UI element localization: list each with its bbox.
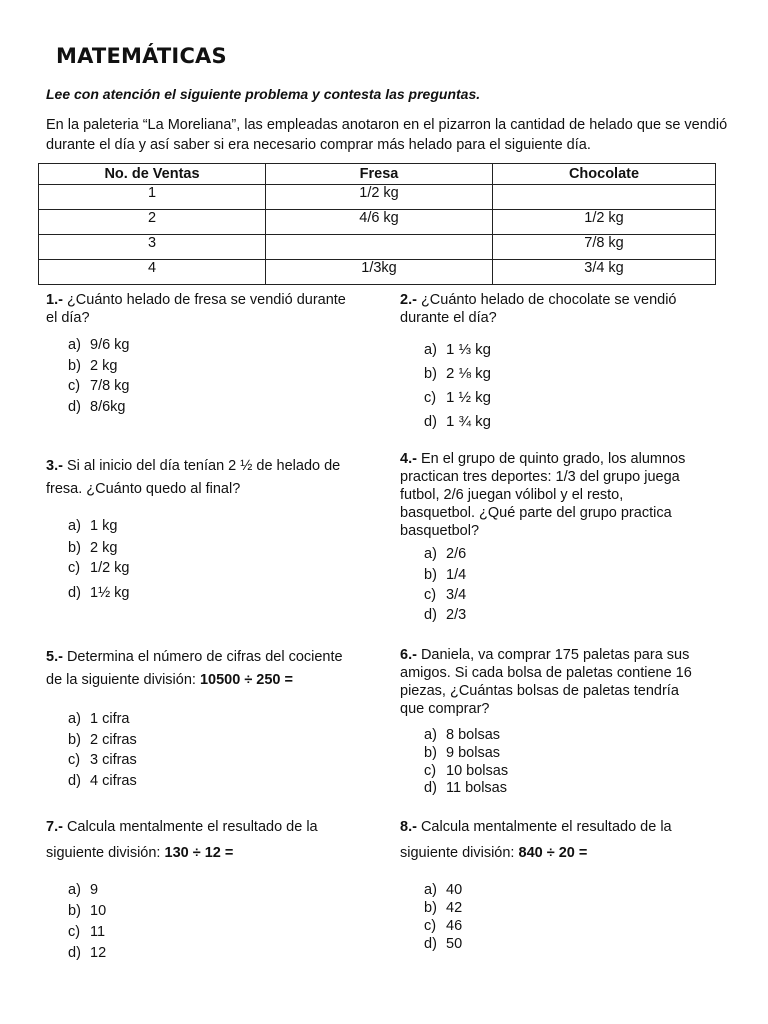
question-number: 2.- — [400, 292, 417, 308]
option-letter: c) — [68, 560, 81, 576]
question-text: basquetbol? — [400, 523, 480, 539]
question-text: Calcula mentalmente el resultado de la — [420, 819, 672, 835]
sales-table — [38, 163, 716, 285]
option-letter: a) — [68, 518, 81, 534]
option-1a[interactable] — [68, 337, 130, 353]
option-text: 50 — [446, 936, 463, 952]
option-7d[interactable] — [68, 945, 106, 961]
option-letter: b) — [68, 540, 81, 556]
option-letter: a) — [424, 342, 437, 358]
option-letter: b) — [424, 366, 437, 382]
option-letter: b) — [68, 903, 81, 919]
table-row — [39, 210, 716, 235]
option-8a[interactable] — [424, 882, 462, 898]
question-text: siguiente división: — [46, 845, 161, 861]
option-6c[interactable] — [424, 763, 508, 779]
option-8c[interactable] — [424, 918, 462, 934]
question-text: Si al inicio del día tenían 2 ½ de helado de — [66, 458, 341, 474]
option-letter: d) — [424, 414, 437, 430]
option-letter: b) — [68, 358, 81, 374]
table-cell: 3 — [39, 235, 266, 260]
option-text: 1 kg — [90, 518, 118, 534]
page-title: MATEMÁTICAS — [56, 44, 227, 68]
option-text: 1 cifra — [90, 711, 130, 727]
option-text: 1 ¾ kg — [446, 413, 492, 430]
option-text: 10 bolsas — [446, 763, 509, 779]
option-text: 46 — [446, 918, 463, 934]
option-text: 1½ kg — [90, 585, 130, 601]
option-letter: a) — [424, 727, 437, 743]
option-text: 2/3 — [446, 607, 467, 623]
option-letter: c) — [68, 378, 81, 394]
question-5 — [46, 646, 376, 692]
option-8b[interactable] — [424, 900, 462, 916]
option-letter: c) — [424, 918, 437, 934]
header-cell: No. de Ventas — [39, 164, 266, 185]
option-text: 11 bolsas — [446, 780, 507, 796]
option-letter: a) — [68, 711, 81, 727]
question-number: 3.- — [46, 458, 63, 474]
option-letter: b) — [68, 732, 81, 748]
option-5d[interactable] — [68, 773, 137, 789]
option-text: 2 ⅛ kg — [446, 365, 492, 382]
option-5a[interactable] — [68, 711, 130, 727]
question-number: 5.- — [46, 649, 63, 665]
option-text: 8/6kg — [90, 399, 126, 415]
table-cell: 1 — [39, 185, 266, 210]
option-3b[interactable] — [68, 540, 117, 556]
question-1 — [46, 291, 376, 327]
option-text: 2 kg — [90, 540, 118, 556]
option-8d[interactable] — [424, 936, 462, 952]
question-text: durante el día? — [400, 310, 497, 326]
option-letter: d) — [424, 936, 437, 952]
option-letter: d) — [68, 773, 81, 789]
option-letter: d) — [68, 945, 81, 961]
option-text: 1 ⅓ kg — [446, 341, 492, 358]
option-letter: a) — [424, 546, 437, 562]
question-number: 6.- — [400, 647, 417, 663]
question-8 — [400, 814, 730, 866]
table-row — [39, 235, 716, 260]
option-text: 9/6 kg — [90, 337, 130, 353]
option-7c[interactable] — [68, 924, 105, 940]
option-7a[interactable] — [68, 882, 98, 898]
option-2b[interactable] — [424, 365, 491, 382]
option-1c[interactable] — [68, 378, 130, 394]
option-letter: b) — [424, 900, 437, 916]
division-expression: 10500 ÷ 250 = — [199, 672, 293, 688]
option-2a[interactable] — [424, 341, 491, 358]
option-letter: d) — [68, 399, 81, 415]
header-cell: Fresa — [266, 164, 493, 185]
question-text: amigos. Si cada bolsa de paletas contiene 16 — [400, 665, 692, 681]
question-text: ¿Cuánto helado de chocolate se vendió — [420, 292, 677, 308]
table-cell: 1/3kg — [266, 260, 493, 285]
option-letter: a) — [68, 337, 81, 353]
table-row — [39, 260, 716, 285]
question-text: ¿Cuánto helado de fresa se vendió durante — [66, 292, 346, 308]
option-letter: b) — [424, 745, 437, 761]
question-number: 8.- — [400, 819, 417, 835]
option-text: 1/2 kg — [90, 560, 130, 576]
division-expression: 840 ÷ 20 = — [518, 845, 588, 861]
option-4a[interactable] — [424, 546, 466, 562]
option-7b[interactable] — [68, 903, 106, 919]
table-cell: 1/2 kg — [266, 185, 493, 210]
question-text: Determina el número de cifras del cociente — [66, 649, 343, 665]
option-2c[interactable] — [424, 389, 491, 406]
question-text: fresa. ¿Cuánto quedo al final? — [46, 481, 241, 497]
table-cell: 4/6 kg — [266, 210, 493, 235]
option-text: 40 — [446, 882, 463, 898]
header-cell: Chocolate — [493, 164, 716, 185]
option-letter: c) — [68, 924, 81, 940]
table-cell — [493, 185, 716, 210]
option-4d[interactable] — [424, 607, 466, 623]
option-1b[interactable] — [68, 358, 117, 374]
option-text: 2/6 — [446, 546, 467, 562]
option-text: 11 — [90, 924, 106, 940]
question-text: siguiente división: — [400, 845, 515, 861]
option-letter: d) — [424, 607, 437, 623]
question-text: que comprar? — [400, 701, 490, 717]
table-cell: 4 — [39, 260, 266, 285]
option-letter: b) — [424, 567, 437, 583]
option-text: 8 bolsas — [446, 727, 501, 743]
table-cell: 1/2 kg — [493, 210, 716, 235]
option-text: 3/4 — [446, 587, 467, 603]
option-4b[interactable] — [424, 567, 466, 583]
intro-paragraph: En la paleteria “La Moreliana”, las empleadas anotaron en el pizarron la cantidad de helado que se vendió durante el día y así saber si era necesario comprar más helado para el siguiente día. — [46, 117, 728, 153]
option-2d[interactable] — [424, 413, 491, 430]
option-text: 2 kg — [90, 358, 118, 374]
table-cell: 7/8 kg — [493, 235, 716, 260]
table-row — [39, 185, 716, 210]
option-text: 42 — [446, 900, 463, 916]
option-letter: c) — [424, 587, 437, 603]
option-4c[interactable] — [424, 587, 466, 603]
question-text: En el grupo de quinto grado, los alumnos — [420, 451, 686, 467]
option-letter: a) — [68, 882, 81, 898]
question-2 — [400, 291, 730, 327]
option-letter: d) — [424, 780, 437, 796]
division-expression: 130 ÷ 12 = — [164, 845, 234, 861]
table-header-row — [39, 164, 716, 185]
option-text: 10 — [90, 903, 107, 919]
question-text: el día? — [46, 310, 90, 326]
question-text: piezas, ¿Cuántas bolsas de paletas tendría — [400, 683, 679, 699]
table-cell: 2 — [39, 210, 266, 235]
option-text: 9 — [90, 882, 99, 898]
instructions: Lee con atención el siguiente problema y contesta las preguntas. — [46, 86, 481, 102]
option-text: 4 cifras — [90, 773, 137, 789]
question-text: futbol, 2/6 juegan vólibol y el resto, — [400, 487, 624, 503]
option-text: 9 bolsas — [446, 745, 501, 761]
option-3d[interactable] — [68, 585, 130, 601]
question-text: practican tres deportes: 1/3 del grupo juega — [400, 469, 680, 485]
question-text: basquetbol. ¿Qué parte del grupo practica — [400, 505, 672, 521]
question-number: 7.- — [46, 819, 63, 835]
question-3 — [46, 455, 376, 501]
option-6d[interactable] — [424, 780, 507, 796]
option-3c[interactable] — [68, 560, 130, 576]
option-5c[interactable] — [68, 752, 137, 768]
option-letter: c) — [424, 390, 437, 406]
option-text: 3 cifras — [90, 752, 137, 768]
option-6b[interactable] — [424, 745, 500, 761]
option-letter: c) — [424, 763, 437, 779]
question-text: de la siguiente división: — [46, 672, 196, 688]
option-1d[interactable] — [68, 399, 125, 415]
table-cell: 3/4 kg — [493, 260, 716, 285]
question-4 — [400, 450, 730, 540]
option-text: 2 cifras — [90, 732, 137, 748]
option-text: 7/8 kg — [90, 378, 130, 394]
option-text: 1/4 — [446, 567, 467, 583]
question-text: Calcula mentalmente el resultado de la — [66, 819, 318, 835]
question-6 — [400, 646, 730, 718]
option-5b[interactable] — [68, 732, 137, 748]
option-text: 12 — [90, 945, 107, 961]
question-number: 4.- — [400, 451, 417, 467]
option-text: 1 ½ kg — [446, 389, 492, 406]
option-6a[interactable] — [424, 727, 500, 743]
option-3a[interactable] — [68, 518, 117, 534]
question-number: 1.- — [46, 292, 63, 308]
table-cell — [266, 235, 493, 260]
option-letter: c) — [68, 752, 81, 768]
question-7 — [46, 814, 376, 866]
option-letter: a) — [424, 882, 437, 898]
question-text: Daniela, va comprar 175 paletas para sus — [420, 647, 690, 663]
option-letter: d) — [68, 585, 81, 601]
